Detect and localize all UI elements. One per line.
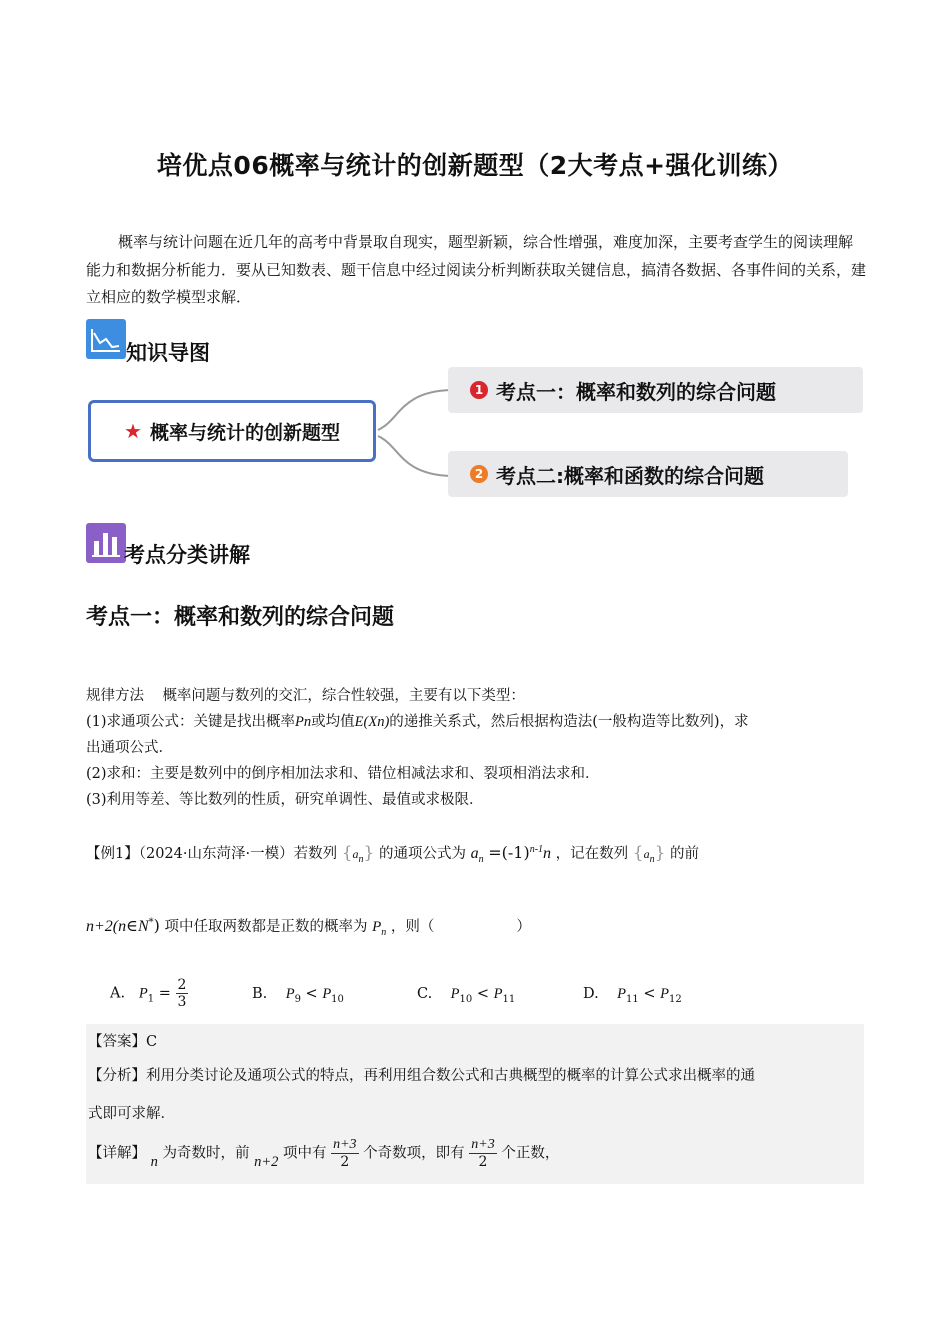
fraction: $\frac{n+3}{2}$ bbox=[333, 1137, 357, 1170]
star-icon: ★ bbox=[124, 419, 142, 443]
analysis-line-2: 式即可求解． bbox=[88, 1106, 175, 1122]
kp1-title: 考点一：概率和数列的综合问题 bbox=[86, 605, 395, 630]
example-source: （2024·山东菏泽·一模） bbox=[138, 846, 294, 862]
answer-value: C bbox=[146, 1034, 158, 1050]
method-label: 规律方法 bbox=[86, 688, 144, 704]
page-title: 培优点06概率与统计的创新题型（2大考点+强化训练） bbox=[156, 151, 794, 180]
math-seq: a bbox=[352, 847, 359, 861]
example1-line1: 【例1】（2024·山东菏泽·一模）若数列 $\{a_n\}$ 的通项公式为 $a_n =(-1)^{n-1}n$ ，记在数列 $\{a_n\}$ 的前 bbox=[86, 843, 700, 865]
explain-heading: 考点分类讲解 bbox=[124, 543, 250, 567]
option-d[interactable]: D. $P_{11} < P_{12}$ bbox=[583, 986, 682, 1005]
math-p: P bbox=[372, 919, 382, 935]
mindmap-root-label: 概率与统计的创新题型 bbox=[149, 421, 340, 444]
math-exn: E(Xn) bbox=[354, 714, 390, 730]
intro-paragraph: 概率与统计问题在近几年的高考中背景取自现实，题型新颖，综合性增强，难度加深，主要考查学生的阅读理解能力和数据分析能力．要从已知数表、题干信息中经过阅读分析判断获取关键信息，搞清各数据、各事件间的关系，建立相应的数学模型求解． bbox=[86, 233, 867, 306]
mindmap-node-1-label: 考点一：概率和数列的综合问题 bbox=[496, 379, 776, 404]
fraction: $\frac{n+3}{2}$ bbox=[471, 1137, 495, 1170]
number-badge-1: 1 bbox=[470, 381, 488, 399]
mindmap-node-2-label: 考点二:概率和函数的综合问题 bbox=[496, 463, 764, 488]
example-label: 【例1】 bbox=[86, 846, 139, 862]
example1-line2: n+2(n∈N*) 项中任取两数都是正数的概率为 $P_n$ ，则（ ） bbox=[86, 916, 531, 938]
detail-label: 【详解】 bbox=[88, 1145, 146, 1162]
detail-line: 【详解】 n 为奇数时，前 n+2 项中有 $\frac{n+3}{2}$ 个奇数项，即有 $\frac{n+3}{2}$ 个正数， bbox=[88, 1137, 560, 1170]
chart-line-icon bbox=[86, 319, 126, 359]
option-a[interactable]: A. $P_1$ = $\frac{2}{3}$ bbox=[110, 977, 187, 1010]
mindmap-node-1 bbox=[448, 367, 863, 413]
number-badge-2: 2 bbox=[470, 465, 488, 483]
math-formula: a bbox=[470, 845, 479, 862]
method-item-2: (2)求和：主要是数列中的倒序相加法求和、错位相减法求和、裂项相消法求和． bbox=[86, 766, 600, 782]
mindmap-node-2 bbox=[448, 451, 848, 497]
math-range: n+2(n∈N bbox=[86, 918, 149, 935]
option-b[interactable]: B. $P_9 < P_{10}$ bbox=[252, 986, 344, 1005]
answer-label: 【答案】 bbox=[88, 1034, 146, 1050]
answer-line bbox=[88, 1030, 157, 1051]
method-item-1-cont: 出通项公式． bbox=[86, 740, 173, 756]
option-c[interactable]: C. $P_{10} < P_{11}$ bbox=[417, 986, 516, 1005]
method-item-1: (1)求通项公式：关键是找出概率Pn或均值E(Xn)的递推关系式，然后根据构造法(一般构造等比数列)，求 bbox=[86, 714, 749, 730]
mindmap-root bbox=[88, 400, 376, 462]
method-block bbox=[86, 683, 868, 813]
method-text: 概率问题与数列的交汇，综合性较强，主要有以下类型： bbox=[162, 688, 525, 704]
analysis-line-1: 【分析】利用分类讨论及通项公式的特点，再利用组合数公式和古典概型的概率的计算公式求出概率的通 bbox=[88, 1068, 755, 1084]
fraction: $\frac{2}{3}$ bbox=[177, 977, 187, 1010]
method-line bbox=[86, 683, 868, 709]
method-item-3: (3)利用等差、等比数列的性质，研究单调性、最值或求极限． bbox=[86, 792, 484, 808]
mindmap-heading: 知识导图 bbox=[126, 341, 210, 365]
analysis-label: 【分析】 bbox=[88, 1068, 146, 1084]
bar-chart-icon bbox=[86, 523, 126, 563]
mindmap-connectors bbox=[370, 380, 460, 490]
math-pn: Pn bbox=[295, 714, 312, 730]
